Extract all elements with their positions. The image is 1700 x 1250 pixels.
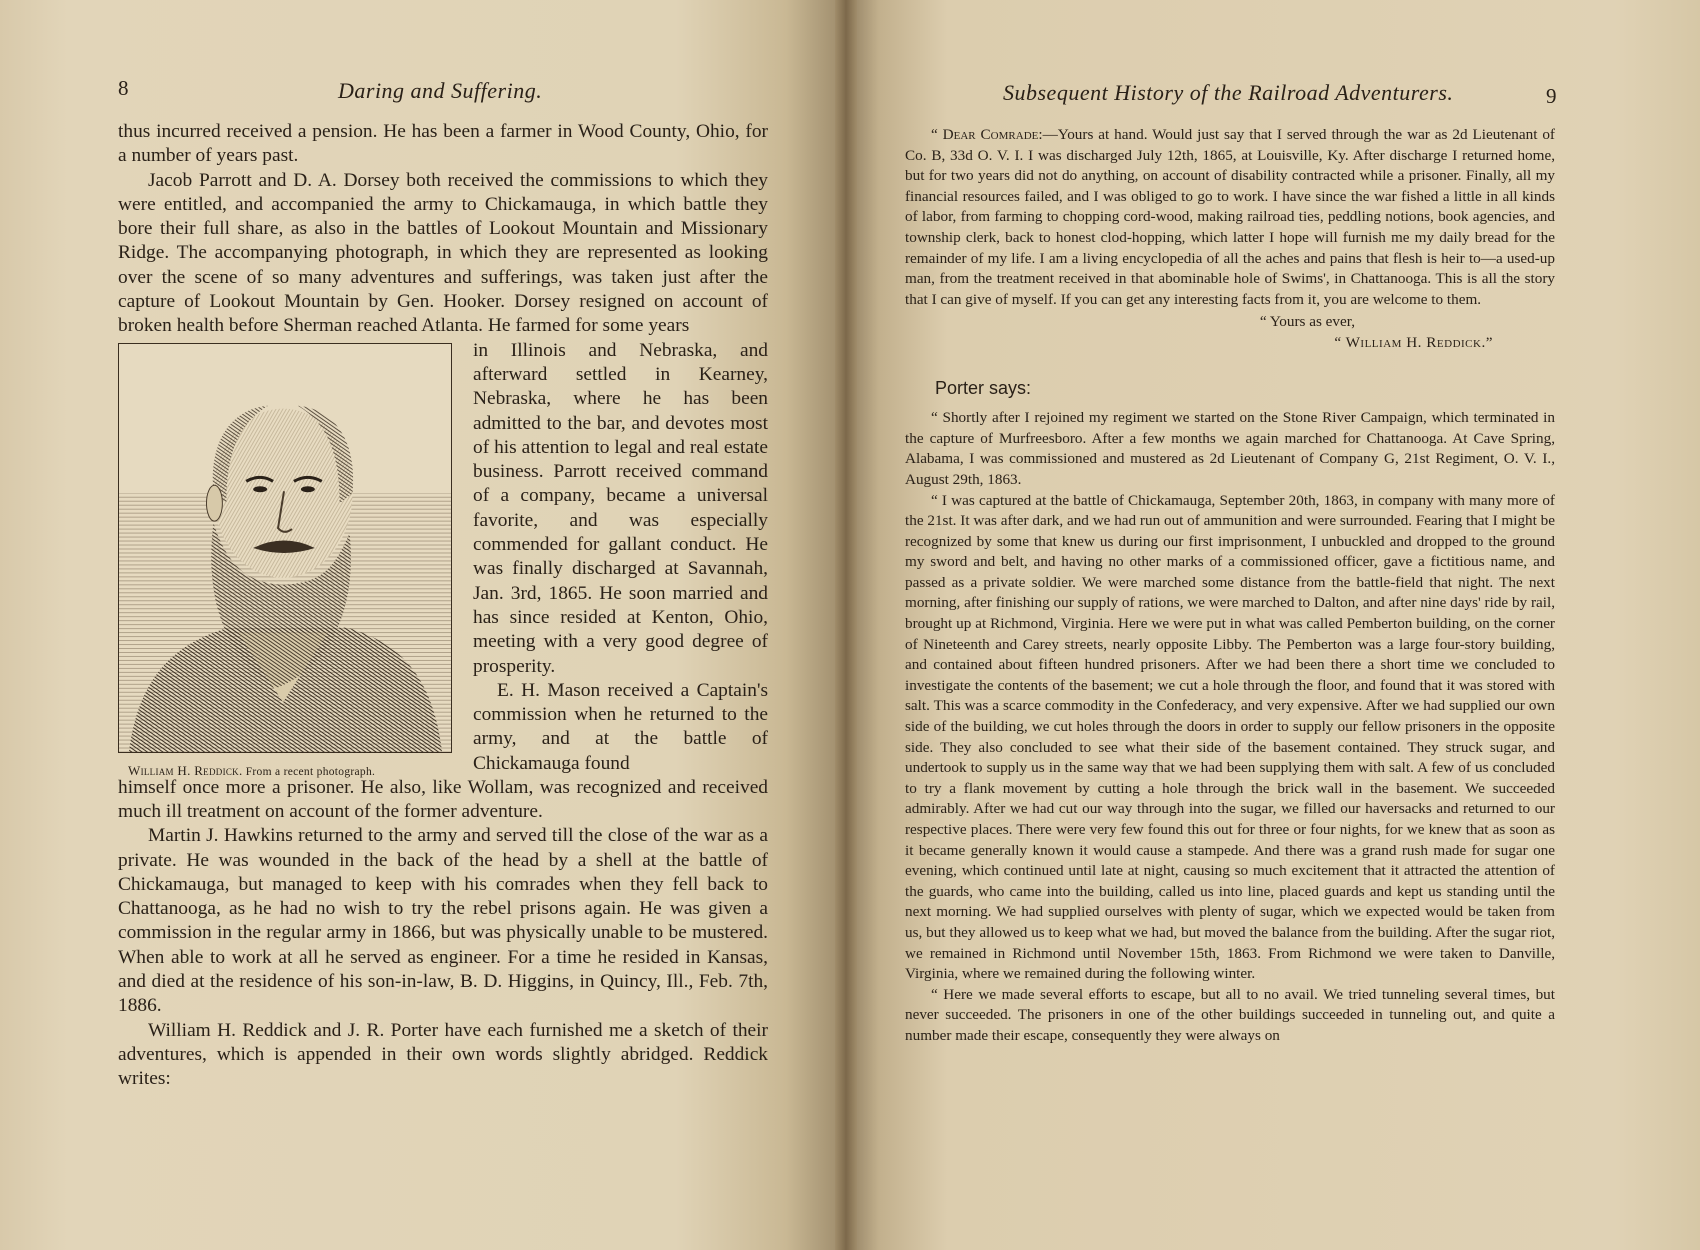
paragraph: himself once more a prisoner. He also, like Wollam, was recognized and received much ill treatment on account of the former adventure. [118,776,768,822]
caption-note: From a recent photograph. [245,765,376,778]
running-head-right: Subsequent History of the Railroad Adventurers. [1003,80,1454,105]
page-number-left: 8 [118,76,129,100]
portrait-caption [128,759,375,784]
paragraph: Jacob Parrott and D. A. Dorsey both received the commissions to which they were entitled, and accompanied the army to Chickamauga, in which battle they bore their full share, as also in the battles of Lookout Mountain and Missionary Ridge. The accompanying photograph, in which they are represented as looking over the scene of so many adventures and sufferings, was taken just after the capture of Lookout Mountain by Gen. Hooker. Dorsey resigned on account of broken health before Sherman reached Atlanta. He farmed for some years [118,169,768,337]
paragraph: Martin J. Hawkins returned to the army and served till the close of the war as a private. He was wounded in the back of the head by a shell at the battle of Chickamauga, but managed to keep with his comrades when they fell back to Chattanooga, as he had no wish to try the rebel prisons again. He was given a commission in the regular army in 1866, but was physically unable to be mustered. When able to work at all he served as engineer. For a time he resided in Kansas, and died at the residence of his son-in-law, B. D. Higgins, in Quincy, Ill., Feb. 7th, 1886. [118,825,768,1017]
book-gutter [835,0,857,1250]
portrait-engraving [118,343,452,753]
letter-body: :—Yours at hand. Would just say that I served through the war as 2d Lieutenant of Co. B, 33d O. V. I. I was discharged July 12th, 1865, at Louisville, Ky. After discharge I returned home, but for two years did not do anything, on account of disability contracted while a prisoner. Finally, all my financial resources failed, and I was obliged to go to work. I have since the war fished a little in all kinds of labor, from farming to chopping cord-wood, making railroad ties, peddling notions, book agencies, and township clerk, back to honest clod-hopping, which latter I hope will furnish me my daily bread for the remainder of my life. I am a living encyclopedia of all the aches and pains that flesh is heir to—a used-up man, from the treatment received in that abominable hole of Swims', in Chattanooga. This is all the story that I can give of myself. If you can get any interesting facts from it, you are welcome to them. [905,126,1555,308]
letter-paragraph [905,125,1555,310]
wrap-text-column [473,339,768,776]
paragraph: in Illinois and Nebraska, and afterward settled in Kearney, Nebraska, where he has been admitted to the bar, and devotes most of his attention to legal and real estate business. Parrott received command of a company, became a universal favorite, and was especially commended for gallant conduct. He was finally discharged at Savannah, Jan. 3rd, 1865. He soon married and has since resided at Kenton, Ohio, meeting with a very good degree of prosperity. [473,339,768,677]
paragraph: William H. Reddick and J. R. Porter have each furnished me a sketch of their adventures, which is appended in their own words slightly abridged. Reddick writes: [118,1019,768,1090]
letter-salutation: “ Dear Comrade [931,126,1039,143]
caption-name: William H. Reddick. [128,762,243,778]
paragraph: thus incurred received a pension. He has been a farmer in Wood County, Ohio, for a number of years past. [118,121,768,167]
section-subhead: Porter says: [935,377,1032,398]
running-head-left: Daring and Suffering. [338,78,543,103]
portrait-wrap-area [118,339,768,776]
right-text-column [905,125,1555,1047]
left-page [0,0,845,1250]
paragraph: “ Here we made several efforts to escape, but all to no avail. We tried tunneling several times, but never succeeded. The prisoners in one of the other buildings succeeded in tunneling out, and quite a number made their escape, consequently they were always on [905,985,1555,1044]
page-number-right: 9 [1546,84,1557,108]
paragraph: “ I was captured at the battle of Chickamauga, September 20th, 1863, in company with many more of the 21st. It was after dark, and we had run out of ammunition and were surrounded. Fearing that I might be recognized by some that knew us during our first imprisonment, I unbuckled and dropped to the ground my sword and belt, and having no other marks of a commissioned officer, gave a fictitious name, and passed as a private soldier. We were marched some distance from the battle-field that night. The next morning, after finishing our supply of rations, we were marched to Dalton, and after nine days' ride by rail, brought up at Richmond, Virginia. Here we were put in what was called Pemberton building, on the corner of Nineteenth and Carey streets, nearly opposite Libby. The Pemberton was a large four-story building, and contained about fifteen hundred prisoners. After we had been there a short time we concluded to investigate the contents of the basement; we cut a hole through the floor, and found that it was stored with salt. This was a scarce commodity in the Confederacy, and very expensive. After we had supplied our own side of the building, we cut holes through the doors in order to supply our fellow prisoners in the opposite side. They also concluded to see what their side of the basement contained. They struck sugar, and undertook to supply us in the same way that we had been supplying them with salt. A few of us concluded to try a flank movement by cutting a hole through the brick wall in the basement. We succeeded admirably. After we had cut our way through into the sugar, we filled our haversacks and returned to our respective places. There were very few found this out for three or four nights, for we knew that as soon as it became generally known it would cause a stampede. And there was a grand rush made for sugar one evening, which continued until late at night, causing so much excitement that it attracted the attention of the guards, who came into the building, called us into line, placed guards and kept us standing until the next morning. We had supplied ourselves with plenty of sugar, which we expected would be taken from us, but they allowed us to keep what we had, but moved the balance from the building. After the sugar riot, we remained in Richmond until November 15th, 1863. From Richmond we were taken to Danville, Virginia, where we remained during the following winter. [905,491,1555,983]
letter-closing: “ Yours as ever, [1259,313,1355,331]
left-text-column [118,120,768,1092]
paragraph: “ Shortly after I rejoined my regiment we started on the Stone River Campaign, which terminated in the capture of Murfreesboro. After a few months we again marched for Chattanooga. At Cave Spring, Alabama, I was commissioned and mustered as 2d Lieutenant of Company G, 21st Regiment, O. V. I., August 29th, 1863. [905,409,1555,488]
paragraph: E. H. Mason received a Captain's commission when he returned to the army, and at the battle of Chickamauga found [473,679,768,774]
letter-signature: “ William H. Reddick.” [1334,333,1493,351]
portrait-image [119,344,451,752]
